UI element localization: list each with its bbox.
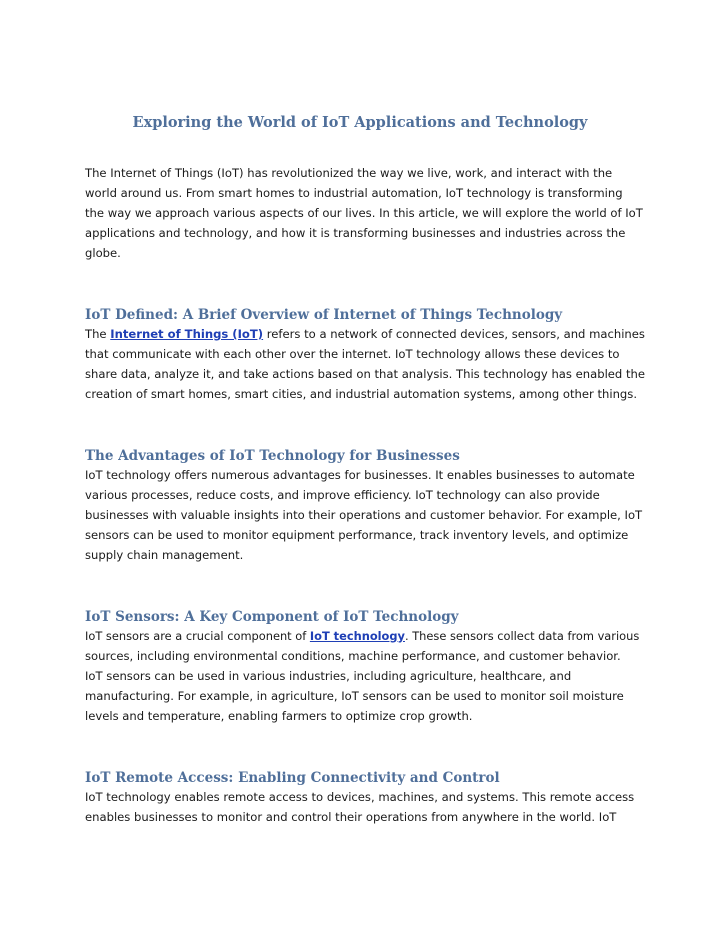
- intro-paragraph: [85, 163, 645, 263]
- line-text: The: [85, 327, 111, 341]
- paragraph-line: that communicate with each other over the internet. IoT technology allows these devices to: [85, 347, 620, 361]
- section-remote-access: [85, 769, 645, 827]
- iot-technology-link[interactable]: IoT technology: [309, 629, 405, 643]
- section-paragraph: [85, 787, 645, 827]
- paragraph-line: IoT technology offers numerous advantages for businesses. It enables businesses to automate: [85, 468, 635, 482]
- paragraph-line: [85, 324, 645, 344]
- paragraph-line: enables businesses to monitor and control their operations from anywhere in the world. IoT: [85, 810, 617, 824]
- section-paragraph: [85, 324, 645, 404]
- paragraph-line: levels and temperature, enabling farmers to optimize crop growth.: [85, 709, 473, 723]
- paragraph-line: manufacturing. For example, in agriculture, IoT sensors can be used to monitor soil moisture: [85, 689, 624, 703]
- paragraph-line: IoT technology enables remote access to devices, machines, and systems. This remote access: [85, 790, 635, 804]
- paragraph-line: share data, analyze it, and take actions based on that analysis. This technology has enabled the: [85, 367, 646, 381]
- paragraph-line: creation of smart homes, smart cities, and industrial automation systems, among other things.: [85, 387, 638, 401]
- line-text: . These sensors collect data from various: [404, 629, 640, 643]
- section-heading: IoT Defined: A Brief Overview of Internet of Things Technology: [85, 307, 563, 323]
- section-paragraph: [85, 626, 645, 726]
- section-advantages: [85, 447, 645, 565]
- section-paragraph: [85, 465, 645, 565]
- paragraph-line: [85, 626, 645, 646]
- section-heading: IoT Sensors: A Key Component of IoT Technology: [85, 609, 459, 625]
- intro-section: [85, 163, 645, 263]
- paragraph-line: world around us. From smart homes to industrial automation, IoT technology is transforming: [85, 186, 623, 200]
- paragraph-line: IoT sensors can be used in various industries, including agriculture, healthcare, and: [85, 669, 572, 683]
- paragraph-line: applications and technology, and how it is transforming businesses and industries across the: [85, 226, 626, 240]
- document-title: Exploring the World of IoT Applications and Technology: [132, 114, 588, 131]
- internet-of-things-link[interactable]: Internet of Things (IoT): [110, 327, 264, 341]
- paragraph-line: globe.: [85, 246, 121, 260]
- paragraph-line: various processes, reduce costs, and improve efficiency. IoT technology can also provide: [85, 488, 600, 502]
- paragraph-line: The Internet of Things (IoT) has revolutionized the way we live, work, and interact with the: [85, 166, 613, 180]
- section-heading: IoT Remote Access: Enabling Connectivity and Control: [85, 770, 500, 786]
- section-iot-sensors: [85, 608, 645, 726]
- line-text: refers to a network of connected devices, sensors, and machines: [263, 327, 645, 341]
- paragraph-line: the way we approach various aspects of our lives. In this article, we will explore the world of IoT: [85, 206, 643, 220]
- line-text: IoT sensors are a crucial component of: [85, 629, 310, 643]
- paragraph-line: sensors can be used to monitor equipment performance, track inventory levels, and optimize: [85, 528, 629, 542]
- paragraph-line: supply chain management.: [85, 548, 244, 562]
- section-iot-defined: [85, 306, 645, 404]
- paragraph-line: sources, including environmental conditions, machine performance, and customer behavior.: [85, 649, 621, 663]
- paragraph-line: businesses with valuable insights into their operations and customer behavior. For example, IoT: [85, 508, 643, 522]
- section-heading: The Advantages of IoT Technology for Businesses: [85, 448, 460, 464]
